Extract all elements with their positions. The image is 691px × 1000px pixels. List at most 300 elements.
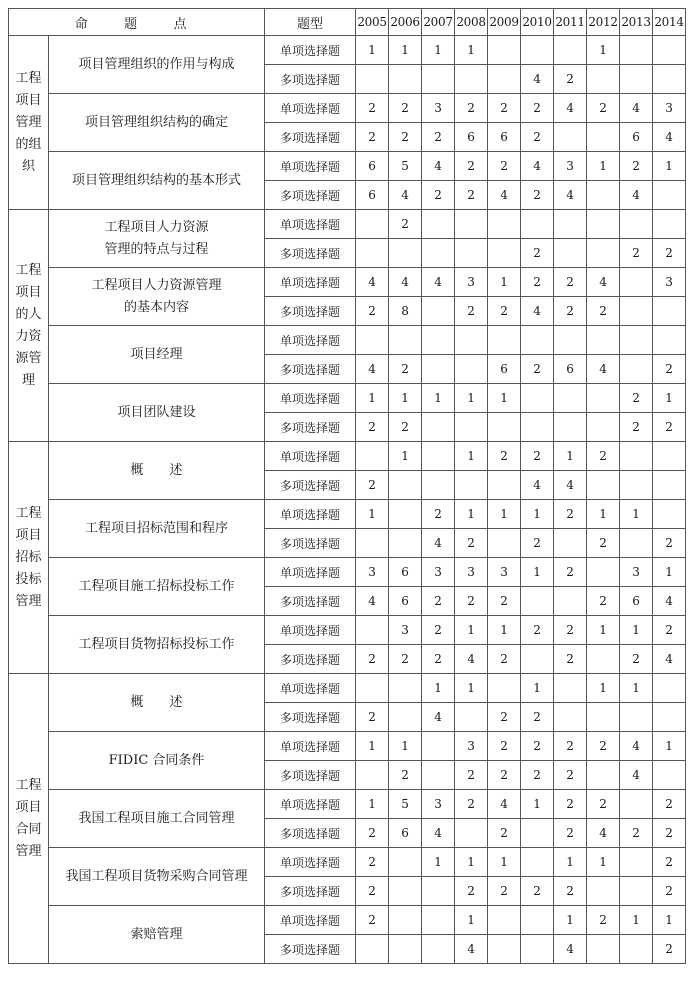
count-cell: 1: [356, 732, 389, 761]
count-cell: 2: [521, 732, 554, 761]
count-cell: 4: [521, 297, 554, 326]
count-cell: 2: [620, 384, 653, 413]
count-cell: 2: [389, 355, 422, 384]
count-cell: 1: [422, 848, 455, 877]
count-cell: 1: [521, 500, 554, 529]
count-cell: 2: [554, 65, 587, 94]
count-cell: [521, 210, 554, 239]
table-row: [9, 94, 686, 123]
header-year: 2013: [620, 9, 653, 36]
count-cell: [488, 471, 521, 500]
question-type-cell: 单项选择题: [265, 268, 356, 297]
count-cell: [620, 529, 653, 558]
count-cell: [620, 355, 653, 384]
count-cell: [620, 65, 653, 94]
count-cell: 3: [455, 558, 488, 587]
count-cell: 4: [422, 819, 455, 848]
count-cell: 2: [521, 123, 554, 152]
count-cell: 2: [653, 877, 686, 906]
count-cell: 2: [587, 587, 620, 616]
count-cell: [587, 181, 620, 210]
count-cell: 1: [587, 616, 620, 645]
count-cell: 4: [422, 529, 455, 558]
count-cell: 6: [620, 123, 653, 152]
table-row: [9, 268, 686, 297]
count-cell: [521, 819, 554, 848]
count-cell: 2: [620, 819, 653, 848]
count-cell: 1: [587, 36, 620, 65]
count-cell: 6: [455, 123, 488, 152]
count-cell: 6: [620, 587, 653, 616]
count-cell: [521, 587, 554, 616]
topic-cell: 工程项目施工招标投标工作: [49, 558, 265, 616]
count-cell: 6: [554, 355, 587, 384]
header-year: 2006: [389, 9, 422, 36]
question-type-cell: 单项选择题: [265, 442, 356, 471]
question-type-cell: 单项选择题: [265, 384, 356, 413]
count-cell: 3: [389, 616, 422, 645]
count-cell: [455, 239, 488, 268]
count-cell: 2: [521, 529, 554, 558]
category-cell: 工程项目管理的组织: [9, 36, 49, 210]
count-cell: 2: [356, 703, 389, 732]
count-cell: 1: [455, 906, 488, 935]
count-cell: [620, 790, 653, 819]
question-type-cell: 多项选择题: [265, 587, 356, 616]
table-row: [9, 500, 686, 529]
count-cell: 1: [554, 442, 587, 471]
count-cell: [422, 471, 455, 500]
header-topic: 命 题 点: [9, 9, 265, 36]
count-cell: 2: [389, 94, 422, 123]
question-type-cell: 单项选择题: [265, 326, 356, 355]
question-type-cell: 多项选择题: [265, 645, 356, 674]
count-cell: [422, 297, 455, 326]
count-cell: 2: [521, 94, 554, 123]
count-cell: 2: [554, 732, 587, 761]
count-cell: [455, 471, 488, 500]
count-cell: [587, 413, 620, 442]
count-cell: [554, 36, 587, 65]
count-cell: 2: [389, 210, 422, 239]
count-cell: [554, 587, 587, 616]
count-cell: 2: [521, 239, 554, 268]
count-cell: 2: [455, 587, 488, 616]
count-cell: [455, 210, 488, 239]
count-cell: [653, 442, 686, 471]
count-cell: 2: [488, 297, 521, 326]
count-cell: 2: [587, 906, 620, 935]
count-cell: 4: [521, 152, 554, 181]
count-cell: 2: [455, 529, 488, 558]
count-cell: 4: [587, 268, 620, 297]
count-cell: 2: [653, 529, 686, 558]
count-cell: [554, 413, 587, 442]
count-cell: 1: [653, 906, 686, 935]
count-cell: [488, 326, 521, 355]
count-cell: 4: [488, 181, 521, 210]
count-cell: 2: [554, 558, 587, 587]
count-cell: [620, 297, 653, 326]
count-cell: 2: [455, 152, 488, 181]
count-cell: 2: [554, 297, 587, 326]
count-cell: [422, 442, 455, 471]
count-cell: 3: [422, 94, 455, 123]
count-cell: [356, 210, 389, 239]
count-cell: 2: [521, 703, 554, 732]
count-cell: 2: [422, 181, 455, 210]
count-cell: 6: [356, 181, 389, 210]
header-type: 题型: [265, 9, 356, 36]
question-type-cell: 单项选择题: [265, 616, 356, 645]
question-type-cell: 多项选择题: [265, 355, 356, 384]
count-cell: 2: [653, 935, 686, 964]
count-cell: [653, 674, 686, 703]
count-cell: 4: [521, 471, 554, 500]
topic-cell: 概 述: [49, 674, 265, 732]
count-cell: 2: [488, 877, 521, 906]
count-cell: 2: [356, 645, 389, 674]
count-cell: 8: [389, 297, 422, 326]
header-year: 2009: [488, 9, 521, 36]
question-type-cell: 多项选择题: [265, 877, 356, 906]
count-cell: [521, 645, 554, 674]
count-cell: 2: [356, 471, 389, 500]
count-cell: 4: [653, 587, 686, 616]
count-cell: [389, 906, 422, 935]
count-cell: 2: [554, 645, 587, 674]
count-cell: 2: [620, 152, 653, 181]
count-cell: [554, 210, 587, 239]
count-cell: 1: [488, 384, 521, 413]
count-cell: 1: [587, 152, 620, 181]
count-cell: 1: [389, 732, 422, 761]
count-cell: 2: [455, 761, 488, 790]
count-cell: 1: [587, 674, 620, 703]
count-cell: 2: [389, 645, 422, 674]
count-cell: 1: [521, 790, 554, 819]
count-cell: [587, 935, 620, 964]
category-cell: 工程项目合同管理: [9, 674, 49, 964]
count-cell: 4: [620, 94, 653, 123]
count-cell: 2: [653, 616, 686, 645]
count-cell: [554, 703, 587, 732]
count-cell: 3: [488, 558, 521, 587]
count-cell: [587, 123, 620, 152]
count-cell: 1: [389, 36, 422, 65]
count-cell: [587, 210, 620, 239]
question-type-cell: 多项选择题: [265, 65, 356, 94]
count-cell: [521, 36, 554, 65]
table-row: [9, 558, 686, 587]
count-cell: [389, 500, 422, 529]
count-cell: [587, 558, 620, 587]
count-cell: [356, 616, 389, 645]
count-cell: 2: [521, 181, 554, 210]
count-cell: 4: [587, 355, 620, 384]
count-cell: 2: [653, 413, 686, 442]
count-cell: 4: [455, 645, 488, 674]
count-cell: [653, 297, 686, 326]
count-cell: [389, 674, 422, 703]
question-type-cell: 单项选择题: [265, 152, 356, 181]
count-cell: 2: [653, 239, 686, 268]
question-type-cell: 多项选择题: [265, 181, 356, 210]
count-cell: 2: [488, 94, 521, 123]
count-cell: 4: [620, 761, 653, 790]
count-cell: 1: [620, 616, 653, 645]
count-cell: [389, 471, 422, 500]
count-cell: 4: [422, 268, 455, 297]
count-cell: [554, 326, 587, 355]
count-cell: 4: [455, 935, 488, 964]
count-cell: 2: [587, 297, 620, 326]
table-row: [9, 152, 686, 181]
table-body: [9, 36, 686, 964]
count-cell: [356, 442, 389, 471]
question-type-cell: 单项选择题: [265, 732, 356, 761]
table-row: [9, 326, 686, 355]
count-cell: 4: [422, 703, 455, 732]
count-cell: 2: [587, 442, 620, 471]
count-cell: 1: [356, 36, 389, 65]
count-cell: [422, 326, 455, 355]
count-cell: 4: [554, 181, 587, 210]
count-cell: 2: [356, 123, 389, 152]
count-cell: 3: [422, 558, 455, 587]
question-type-cell: 多项选择题: [265, 935, 356, 964]
count-cell: 6: [356, 152, 389, 181]
count-cell: 1: [455, 500, 488, 529]
count-cell: [653, 65, 686, 94]
count-cell: 2: [356, 413, 389, 442]
count-cell: 2: [356, 297, 389, 326]
count-cell: 1: [653, 558, 686, 587]
topic-cell: FIDIC 合同条件: [49, 732, 265, 790]
count-cell: 2: [422, 587, 455, 616]
count-cell: 2: [554, 877, 587, 906]
count-cell: [587, 471, 620, 500]
count-cell: 1: [356, 790, 389, 819]
count-cell: 2: [389, 123, 422, 152]
count-cell: [587, 239, 620, 268]
count-cell: [587, 645, 620, 674]
count-cell: 4: [620, 732, 653, 761]
count-cell: [653, 326, 686, 355]
count-cell: 2: [356, 848, 389, 877]
question-type-cell: 多项选择题: [265, 413, 356, 442]
count-cell: 3: [422, 790, 455, 819]
question-type-cell: 单项选择题: [265, 848, 356, 877]
question-type-cell: 单项选择题: [265, 790, 356, 819]
count-cell: [422, 210, 455, 239]
exam-statistics-table: [8, 8, 686, 964]
count-cell: 1: [488, 500, 521, 529]
topic-cell: 工程项目人力资源 管理的特点与过程: [49, 210, 265, 268]
count-cell: 3: [356, 558, 389, 587]
count-cell: [488, 674, 521, 703]
count-cell: [488, 36, 521, 65]
count-cell: [422, 877, 455, 906]
count-cell: [653, 500, 686, 529]
count-cell: [488, 239, 521, 268]
question-type-cell: 单项选择题: [265, 210, 356, 239]
count-cell: [356, 239, 389, 268]
topic-cell: 工程项目人力资源管理 的基本内容: [49, 268, 265, 326]
count-cell: 2: [488, 732, 521, 761]
count-cell: 3: [455, 732, 488, 761]
table-row: [9, 906, 686, 935]
count-cell: 1: [455, 674, 488, 703]
count-cell: 2: [488, 152, 521, 181]
count-cell: [356, 529, 389, 558]
count-cell: [587, 384, 620, 413]
count-cell: 1: [488, 616, 521, 645]
header-year: 2007: [422, 9, 455, 36]
count-cell: 1: [422, 36, 455, 65]
count-cell: 4: [653, 645, 686, 674]
count-cell: [422, 355, 455, 384]
topic-cell: 我国工程项目货物采购合同管理: [49, 848, 265, 906]
question-type-cell: 多项选择题: [265, 761, 356, 790]
question-type-cell: 多项选择题: [265, 123, 356, 152]
count-cell: [389, 239, 422, 268]
count-cell: 2: [587, 732, 620, 761]
count-cell: [422, 761, 455, 790]
count-cell: [455, 703, 488, 732]
count-cell: 2: [488, 645, 521, 674]
header-year: 2012: [587, 9, 620, 36]
count-cell: 4: [389, 268, 422, 297]
count-cell: 1: [488, 848, 521, 877]
table-row: [9, 616, 686, 645]
count-cell: 1: [620, 674, 653, 703]
table-row: [9, 36, 686, 65]
header-year: 2014: [653, 9, 686, 36]
count-cell: 2: [422, 616, 455, 645]
count-cell: 2: [356, 906, 389, 935]
count-cell: 3: [653, 268, 686, 297]
count-cell: 6: [488, 123, 521, 152]
count-cell: 1: [620, 500, 653, 529]
question-type-cell: 单项选择题: [265, 36, 356, 65]
count-cell: [587, 326, 620, 355]
count-cell: 4: [521, 65, 554, 94]
count-cell: [554, 239, 587, 268]
count-cell: [521, 906, 554, 935]
count-cell: 1: [620, 906, 653, 935]
count-cell: 1: [455, 36, 488, 65]
count-cell: [620, 268, 653, 297]
count-cell: [488, 65, 521, 94]
topic-cell: 项目团队建设: [49, 384, 265, 442]
count-cell: 2: [620, 645, 653, 674]
topic-cell: 工程项目招标范围和程序: [49, 500, 265, 558]
count-cell: 2: [422, 645, 455, 674]
count-cell: 2: [455, 877, 488, 906]
count-cell: [554, 674, 587, 703]
count-cell: 2: [521, 442, 554, 471]
count-cell: 2: [389, 413, 422, 442]
header-row: [9, 9, 686, 36]
count-cell: 3: [620, 558, 653, 587]
topic-cell: 工程项目货物招标投标工作: [49, 616, 265, 674]
table-row: [9, 790, 686, 819]
count-cell: [488, 210, 521, 239]
count-cell: 1: [554, 848, 587, 877]
count-cell: [521, 848, 554, 877]
question-type-cell: 单项选择题: [265, 500, 356, 529]
count-cell: 1: [521, 674, 554, 703]
count-cell: 1: [389, 442, 422, 471]
count-cell: [389, 877, 422, 906]
count-cell: 1: [587, 848, 620, 877]
count-cell: 5: [389, 790, 422, 819]
count-cell: 4: [488, 790, 521, 819]
count-cell: 2: [587, 94, 620, 123]
count-cell: [389, 326, 422, 355]
count-cell: [389, 529, 422, 558]
header-year: 2005: [356, 9, 389, 36]
count-cell: [620, 210, 653, 239]
count-cell: [620, 935, 653, 964]
count-cell: 4: [356, 268, 389, 297]
count-cell: [389, 703, 422, 732]
count-cell: 2: [455, 181, 488, 210]
count-cell: 2: [521, 268, 554, 297]
count-cell: 1: [356, 500, 389, 529]
count-cell: [356, 65, 389, 94]
count-cell: 2: [554, 819, 587, 848]
question-type-cell: 多项选择题: [265, 471, 356, 500]
count-cell: 2: [488, 761, 521, 790]
count-cell: [356, 674, 389, 703]
header-year: 2010: [521, 9, 554, 36]
count-cell: 4: [653, 123, 686, 152]
count-cell: [488, 935, 521, 964]
count-cell: 2: [488, 703, 521, 732]
count-cell: [455, 355, 488, 384]
count-cell: 1: [587, 500, 620, 529]
count-cell: [356, 761, 389, 790]
count-cell: 1: [488, 268, 521, 297]
count-cell: 2: [422, 500, 455, 529]
count-cell: 4: [587, 819, 620, 848]
table-row: [9, 848, 686, 877]
question-type-cell: 单项选择题: [265, 906, 356, 935]
table-row: [9, 384, 686, 413]
question-type-cell: 单项选择题: [265, 94, 356, 123]
count-cell: 1: [356, 384, 389, 413]
header-year: 2008: [455, 9, 488, 36]
count-cell: [554, 384, 587, 413]
question-type-cell: 多项选择题: [265, 297, 356, 326]
count-cell: 4: [554, 94, 587, 123]
count-cell: [554, 529, 587, 558]
category-cell: 工程项目招标投标管理: [9, 442, 49, 674]
count-cell: 6: [488, 355, 521, 384]
table-row: [9, 732, 686, 761]
count-cell: [488, 413, 521, 442]
count-cell: 5: [389, 152, 422, 181]
question-type-cell: 多项选择题: [265, 703, 356, 732]
count-cell: [422, 413, 455, 442]
count-cell: [620, 326, 653, 355]
count-cell: [488, 529, 521, 558]
table-row: [9, 674, 686, 703]
count-cell: [653, 703, 686, 732]
count-cell: 1: [422, 384, 455, 413]
